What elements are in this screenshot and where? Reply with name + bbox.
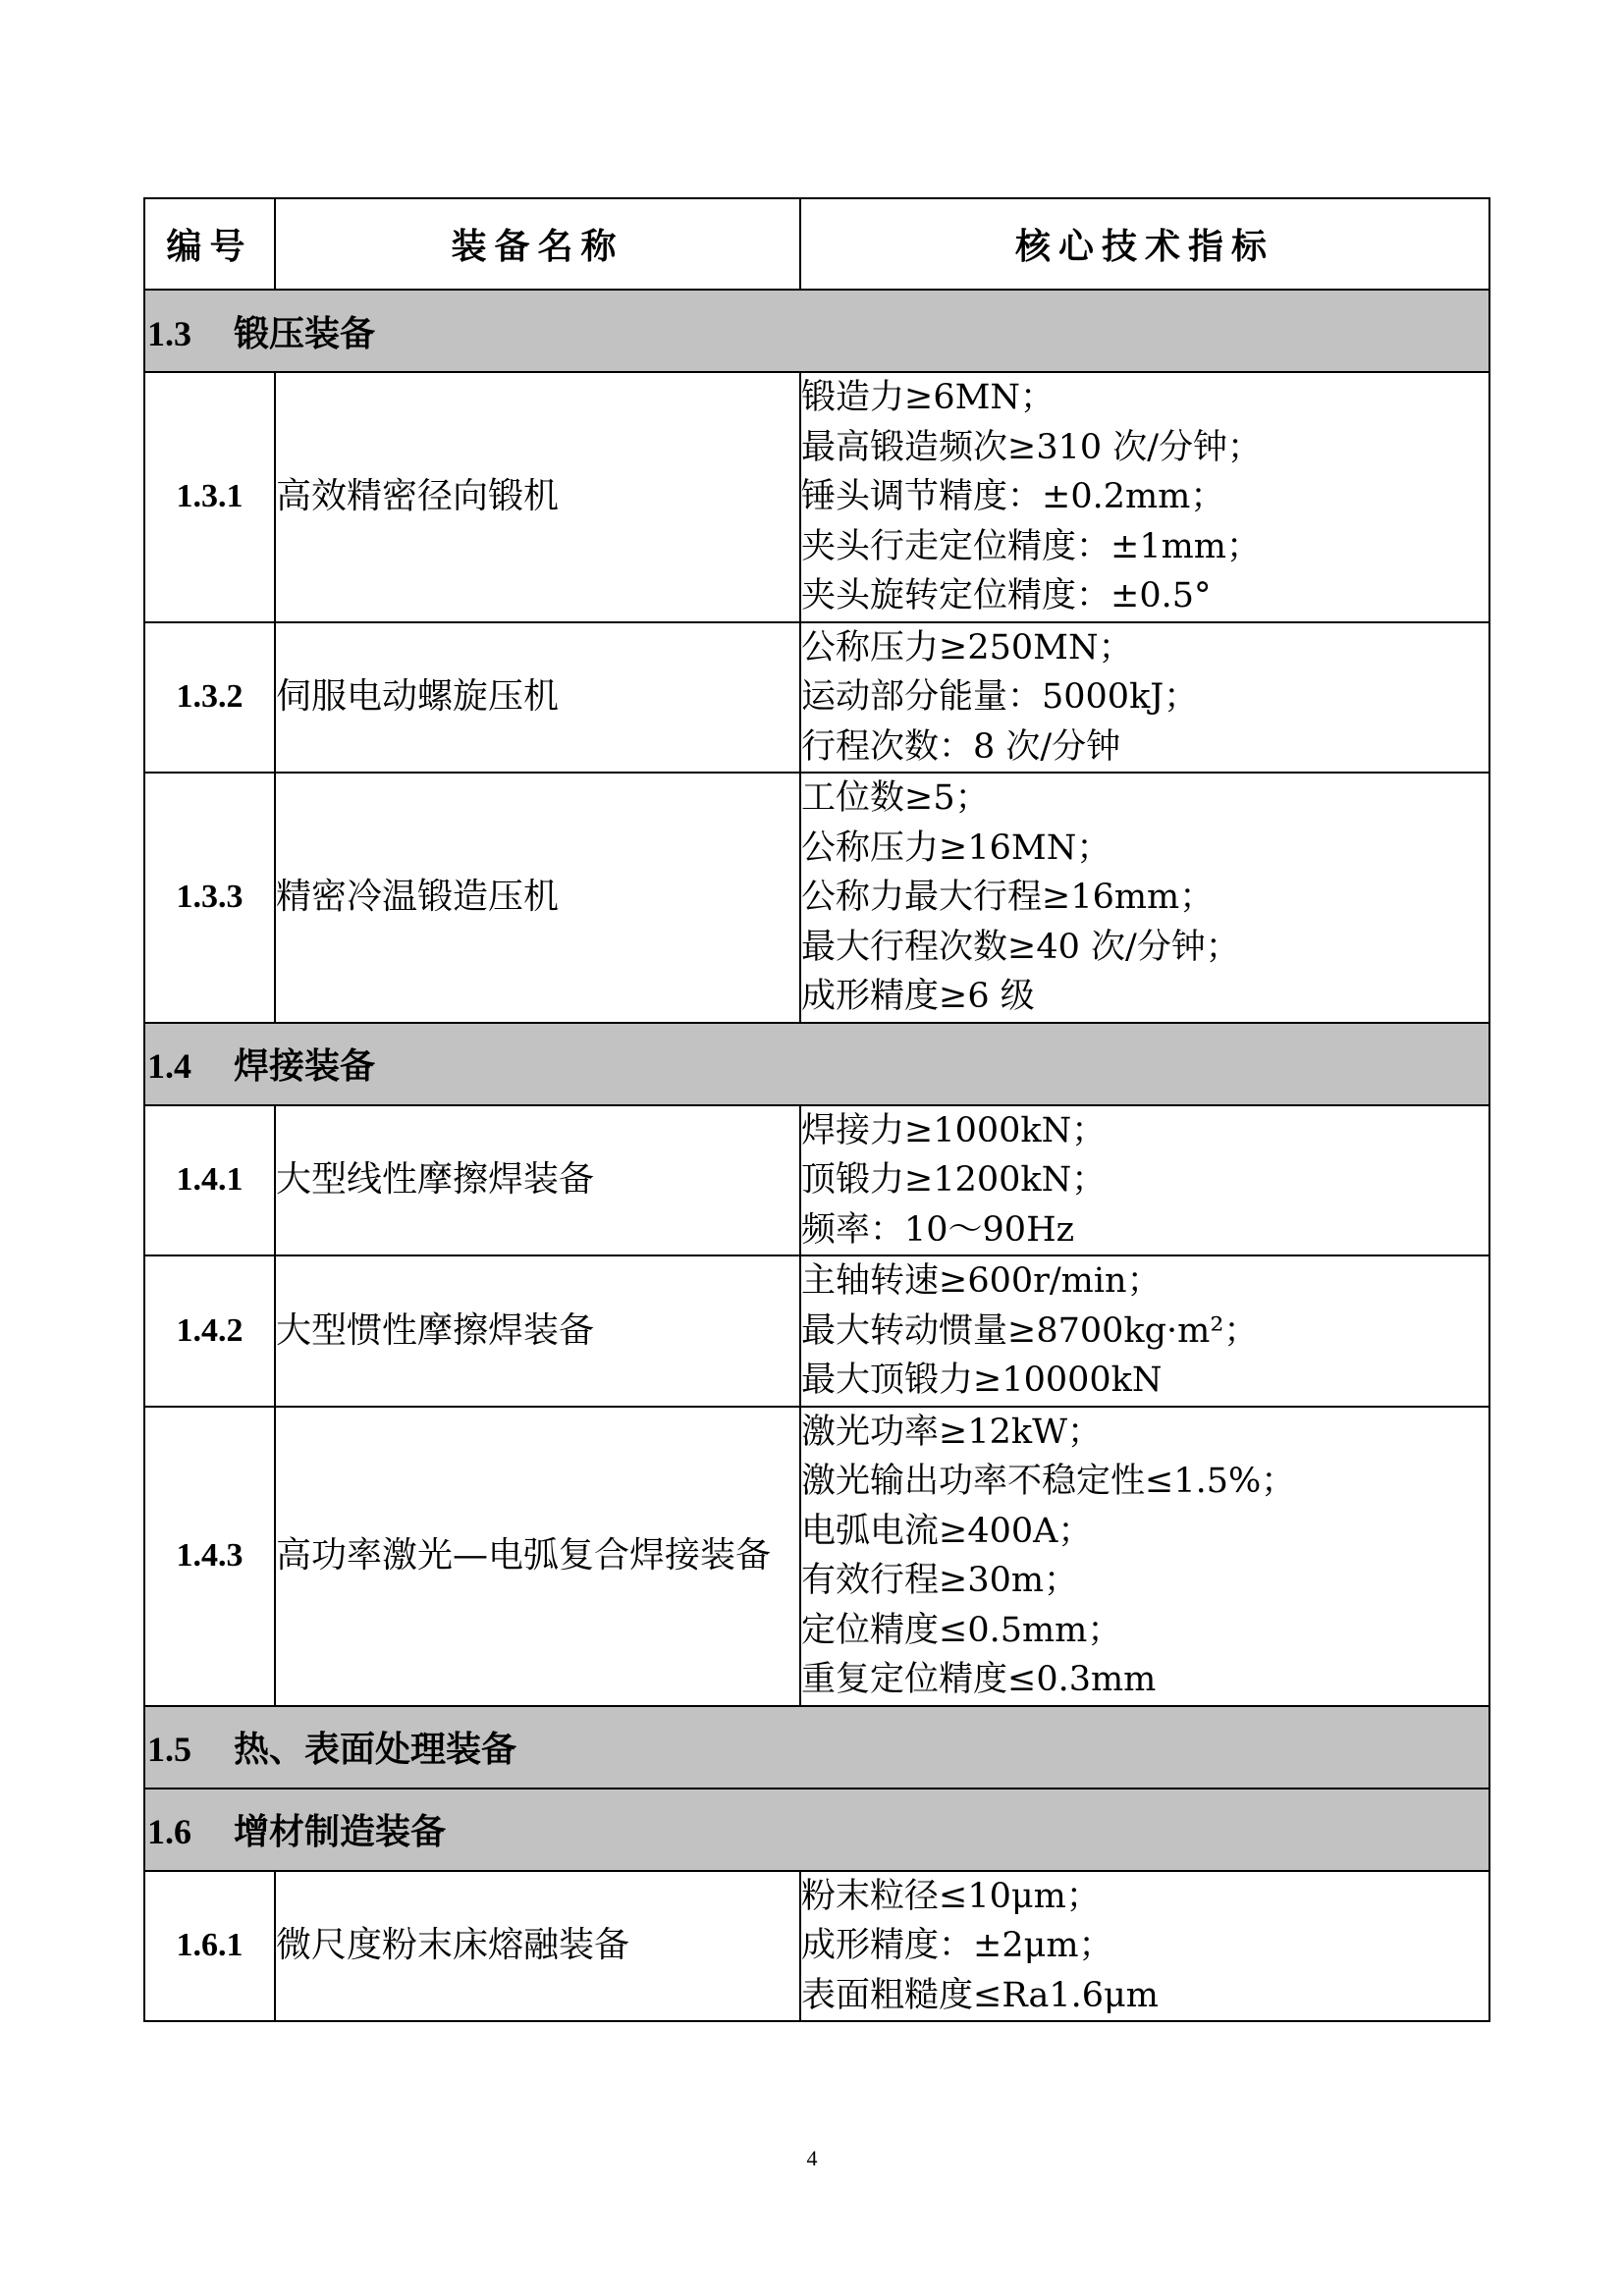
spec-line: 行程次数：8 次/分钟 [801,726,1121,767]
item-number: 1.3.2 [144,622,275,774]
table-body [144,290,1489,2021]
section-row [144,1789,1489,1871]
spec-line: 激光输出功率不稳定性≤1.5%； [801,1462,1296,1501]
spec-line: 成形精度≥6 级 [801,977,1035,1016]
section-title: 增材制造装备 [234,1811,447,1852]
spec-list [800,1407,1489,1706]
equipment-name: 高效精密径向锻机 [275,372,800,622]
spec-list [800,1105,1489,1256]
section-row [144,1706,1489,1789]
spec-list [800,622,1489,774]
section-number: 1.6 [147,1812,191,1851]
spec-line: 最大行程次数≥40 次/分钟； [801,927,1240,967]
spec-line: 频率：10～90Hz [801,1209,1075,1250]
item-number: 1.4.1 [144,1105,275,1256]
spec-line: 表面粗糙度≤Ra1.6μm [801,1975,1159,2015]
spec-line: 成形精度：±2μm； [801,1926,1113,1965]
spec-line: 最大转动惯量≥8700kg·m²； [801,1310,1259,1351]
section-row [144,290,1489,372]
item-number: 1.6.1 [144,1871,275,2022]
equipment-name: 大型线性摩擦焊装备 [275,1105,800,1256]
table-header-row [144,198,1489,290]
table-row [144,1407,1489,1706]
section-heading [144,1789,1489,1871]
spec-line: 公称压力≥16MN； [801,828,1111,868]
section-title: 热、表面处理装备 [234,1729,517,1770]
spec-line: 焊接力≥1000kN； [801,1110,1107,1150]
spec-line: 有效行程≥30m； [801,1561,1079,1600]
page-number: 4 [806,2146,818,2170]
header-number: 编号 [144,198,275,290]
equipment-name: 大型惯性摩擦焊装备 [275,1255,800,1407]
table-row [144,1105,1489,1256]
spec-line: 主轴转速≥600r/min； [801,1261,1162,1301]
table-row [144,773,1489,1023]
item-number: 1.4.3 [144,1407,275,1706]
spec-line: 夹头旋转定位精度：±0.5° [801,576,1212,615]
spec-line: 公称压力≥250MN； [801,627,1133,667]
section-title: 焊接装备 [234,1045,376,1087]
table-row [144,372,1489,622]
section-heading [144,290,1489,372]
spec-line: 运动部分能量：5000kJ； [801,677,1199,717]
spec-line: 定位精度≤0.5mm； [801,1610,1122,1650]
spec-line: 重复定位精度≤0.3mm [801,1660,1157,1699]
table-row [144,1255,1489,1407]
spec-line: 工位数≥5； [801,778,990,818]
section-row [144,1023,1489,1105]
spec-line: 夹头行走定位精度：±1mm； [801,526,1261,566]
spec-line: 激光功率≥12kW； [801,1412,1103,1452]
spec-line: 粉末粒径≤10μm； [801,1876,1101,1916]
item-number: 1.4.2 [144,1255,275,1407]
header-equipment-name: 装备名称 [275,198,800,290]
spec-line: 电弧电流≥400A； [801,1511,1093,1551]
spec-list [800,1255,1489,1407]
item-number: 1.3.3 [144,773,275,1023]
table-row [144,1871,1489,2022]
spec-line: 顶锻力≥1200kN； [801,1160,1107,1200]
equipment-name: 精密冷温锻造压机 [275,773,800,1023]
section-heading [144,1023,1489,1105]
spec-line: 锤头调节精度：±0.2mm； [801,477,1225,516]
section-number: 1.3 [147,313,191,353]
item-number: 1.3.1 [144,372,275,622]
spec-list [800,372,1489,622]
spec-list [800,773,1489,1023]
spec-line: 锻造力≥6MN； [801,378,1056,417]
section-number: 1.5 [147,1730,191,1769]
section-title: 锻压装备 [234,312,376,354]
spec-line: 最高锻造频次≥310 次/分钟； [801,427,1263,467]
equipment-name: 微尺度粉末床熔融装备 [275,1871,800,2022]
equipment-name: 高功率激光—电弧复合焊接装备 [275,1407,800,1706]
header-core-specs: 核心技术指标 [800,198,1489,290]
spec-list [800,1871,1489,2022]
table-row [144,622,1489,774]
equipment-name: 伺服电动螺旋压机 [275,622,800,774]
equipment-table [143,197,1490,2022]
spec-line: 公称力最大行程≥16mm； [801,878,1215,917]
section-heading [144,1706,1489,1789]
section-number: 1.4 [147,1046,191,1086]
spec-line: 最大顶锻力≥10000kN [801,1361,1163,1400]
